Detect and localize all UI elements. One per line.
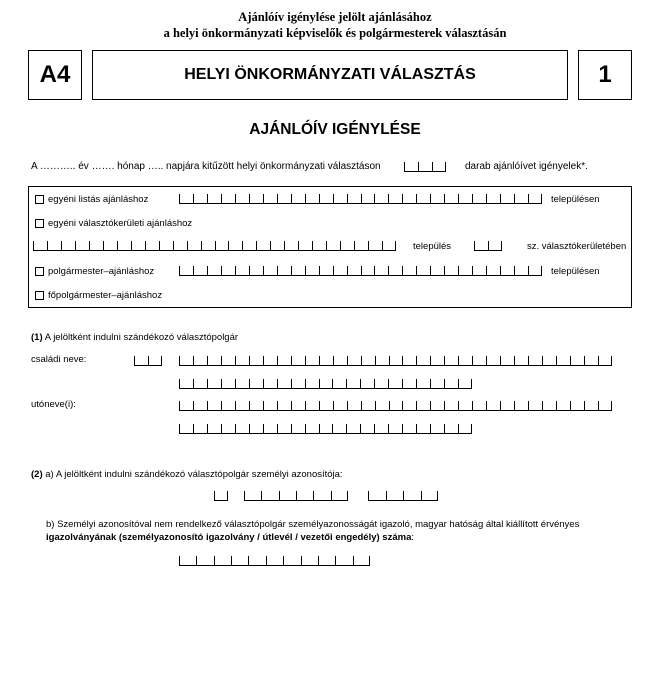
section1-title: A jelöltként indulni szándékozó választópolgár: [44, 332, 239, 343]
request-text-after: darab ajánlóívet igényelek*.: [465, 161, 588, 172]
section2-number: (2): [31, 469, 43, 480]
mayor-label: polgármester–ajánláshoz: [48, 266, 155, 277]
settlement-comb-district[interactable]: [33, 242, 396, 251]
section2-a-text: a) A jelöltként indulni szándékozó választópolgár személyi azonosítója:: [45, 469, 343, 480]
district-in-label: sz. választókerületében: [527, 241, 627, 252]
settlement-in-label-2: településen: [551, 266, 600, 277]
document-number-comb[interactable]: [179, 557, 370, 566]
individual-district-checkbox[interactable]: [35, 219, 44, 228]
banner-box: [92, 50, 568, 100]
given-name-comb-2[interactable]: [179, 425, 472, 434]
individual-district-label: egyéni választókerületi ajánláshoz: [48, 218, 193, 229]
family-name-comb-1[interactable]: [179, 357, 612, 366]
section2-b-second-line: [46, 532, 414, 543]
lord-mayor-checkbox[interactable]: [35, 291, 44, 300]
district-number-comb[interactable]: [474, 242, 502, 251]
individual-list-label: egyéni listás ajánláshoz: [48, 194, 149, 205]
form-code-box: [28, 50, 82, 100]
banner-title: HELYI ÖNKORMÁNYZATI VÁLASZTÁS: [184, 66, 476, 83]
header-line-2: a helyi önkormányzati képviselők és polgármesterek választásán: [163, 26, 507, 40]
main-title: AJÁNLÓÍV IGÉNYLÉSE: [249, 121, 421, 138]
request-text-before: A ……….. év ……. hónap ….. napjára kitűzött helyi önkormányzati választáson: [31, 161, 381, 172]
mayor-checkbox[interactable]: [35, 267, 44, 276]
family-name-label: családi neve:: [31, 354, 87, 365]
given-name-comb-1[interactable]: [179, 402, 612, 411]
lord-mayor-label: főpolgármester–ajánláshoz: [48, 290, 163, 301]
section1-number: (1): [31, 332, 43, 343]
individual-list-checkbox[interactable]: [35, 195, 44, 204]
id-comb-2[interactable]: [244, 492, 348, 501]
settlement-in-label-1: településen: [551, 194, 600, 205]
family-name-prefix-comb[interactable]: [134, 357, 162, 366]
form-code: A4: [39, 61, 71, 88]
header-line-1: Ajánlóív igénylése jelölt ajánlásához: [238, 10, 432, 24]
section2-b-bold: igazolványának (személyazonosító igazolvány / útlevél / vezetői engedély) száma: [46, 532, 412, 543]
settlement-comb-list[interactable]: [179, 195, 542, 204]
section1-heading: [31, 332, 238, 343]
settlement-comb-mayor[interactable]: [179, 267, 542, 276]
given-name-label: utóneve(i):: [31, 399, 76, 410]
section2-a: [31, 469, 343, 480]
id-comb-3[interactable]: [368, 492, 438, 501]
page-number: 1: [598, 61, 612, 88]
settlement-label: település: [413, 241, 452, 252]
section2-b-colon: :: [411, 532, 414, 543]
sheet-count-comb[interactable]: [404, 163, 446, 172]
section2-b-text: b) Személyi azonosítóval nem rendelkező választópolgár személyazonosságát igazoló, magyar hatóság által kiállított érvényes: [46, 519, 580, 530]
page-number-box: [578, 50, 632, 100]
id-comb-1[interactable]: [214, 492, 228, 501]
family-name-comb-2[interactable]: [179, 380, 472, 389]
